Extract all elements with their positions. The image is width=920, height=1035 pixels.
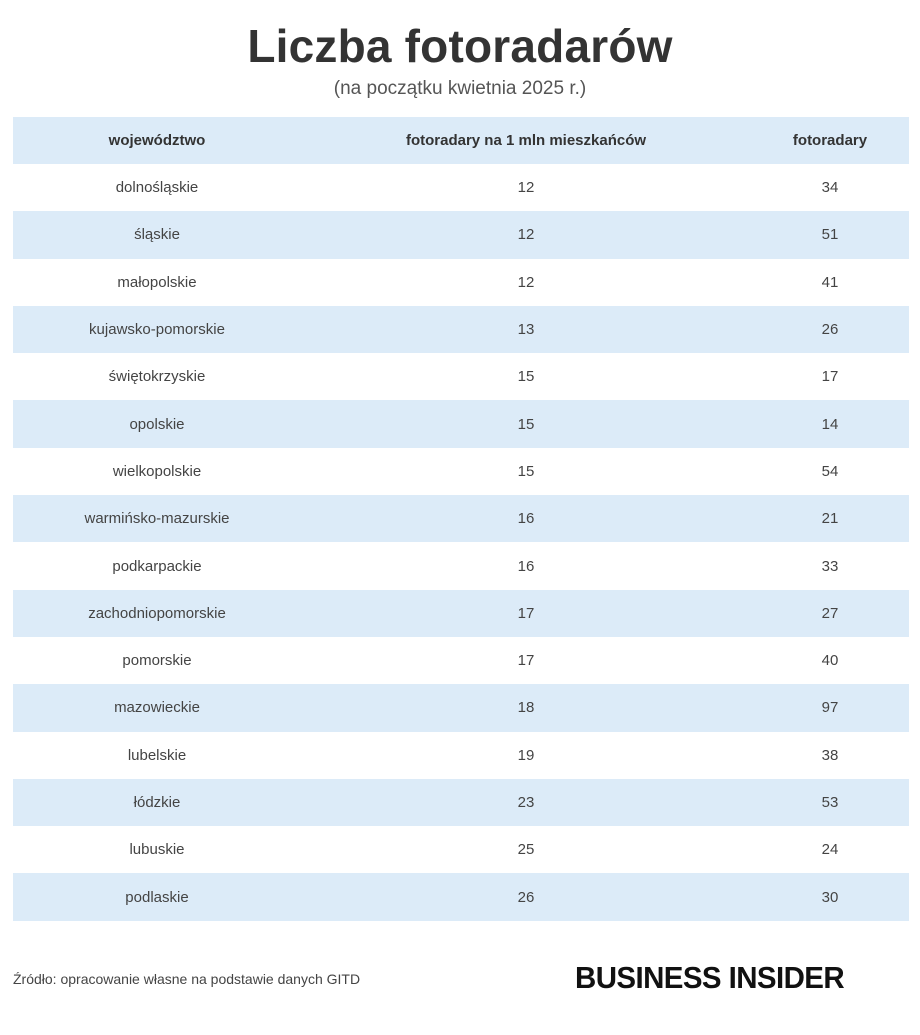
region-cell: lubuskie: [129, 841, 185, 859]
per-million-cell: 25: [517, 841, 535, 859]
table-row: [13, 495, 909, 542]
count-cell: 24: [821, 841, 839, 859]
region-cell: zachodniopomorskie: [88, 604, 226, 622]
column-header-count: fotoradary: [792, 132, 868, 149]
per-million-cell: 12: [517, 226, 535, 244]
region-cell: łódzkie: [133, 794, 181, 811]
per-million-cell: 18: [517, 699, 535, 717]
table-row: [13, 448, 909, 495]
region-cell: lubelskie: [127, 746, 187, 764]
count-cell: 97: [821, 699, 839, 717]
table-header-row: [13, 117, 909, 164]
count-cell: 30: [821, 888, 839, 906]
per-million-cell: 17: [517, 604, 535, 622]
per-million-cell: 13: [517, 321, 535, 339]
count-cell: 26: [821, 321, 839, 339]
count-cell: 21: [821, 510, 839, 528]
chart-subtitle: (na początku kwietnia 2025 r.): [333, 78, 587, 99]
per-million-cell: 15: [517, 368, 535, 386]
count-cell: 38: [821, 746, 839, 764]
table-row: [13, 873, 909, 920]
data-table: [13, 117, 909, 921]
business-insider-logo: BUSINESS INSIDER: [575, 960, 845, 995]
column-header-per-million: fotoradary na 1 mln mieszkańców: [405, 132, 647, 149]
per-million-cell: 15: [517, 462, 535, 480]
table-row: [13, 211, 909, 258]
chart-title: Liczba fotoradarów: [247, 20, 673, 72]
table-row: [13, 637, 909, 684]
table-row: [13, 684, 909, 731]
count-cell: 54: [821, 462, 839, 480]
count-cell: 33: [821, 557, 839, 575]
table-row: [13, 353, 909, 400]
count-cell: 53: [821, 794, 839, 811]
per-million-cell: 23: [517, 794, 535, 811]
table-row: [13, 259, 909, 306]
per-million-cell: 15: [517, 415, 535, 433]
region-cell: kujawsko-pomorskie: [89, 321, 225, 339]
column-header-region: województwo: [108, 132, 206, 149]
region-cell: warmińsko-mazurskie: [84, 510, 230, 528]
region-cell: podlaskie: [125, 888, 189, 906]
count-cell: 40: [821, 652, 839, 670]
region-cell: małopolskie: [117, 273, 197, 291]
count-cell: 34: [821, 179, 839, 197]
region-cell: dolnośląskie: [115, 179, 199, 197]
table-row: [13, 590, 909, 637]
count-cell: 41: [821, 273, 839, 291]
per-million-cell: 17: [517, 652, 535, 670]
table-row: [13, 779, 909, 826]
per-million-cell: 12: [517, 273, 535, 291]
table-row: [13, 542, 909, 589]
table-row: [13, 400, 909, 447]
per-million-cell: 16: [517, 510, 535, 528]
count-cell: 14: [821, 415, 839, 433]
region-cell: pomorskie: [122, 652, 192, 670]
count-cell: 27: [821, 604, 839, 622]
region-cell: świętokrzyskie: [108, 368, 206, 386]
per-million-cell: 26: [517, 888, 535, 906]
per-million-cell: 16: [517, 557, 535, 575]
region-cell: podkarpackie: [112, 557, 202, 575]
table-row: [13, 164, 909, 211]
per-million-cell: 12: [517, 179, 535, 197]
table-row: [13, 732, 909, 779]
region-cell: śląskie: [134, 226, 180, 244]
region-cell: wielkopolskie: [112, 462, 202, 480]
region-cell: mazowieckie: [114, 699, 200, 717]
per-million-cell: 19: [517, 746, 535, 764]
table-row: [13, 306, 909, 353]
table-row: [13, 826, 909, 873]
source-note: Źródło: opracowanie własne na podstawie danych GITD: [13, 971, 361, 987]
region-cell: opolskie: [129, 415, 185, 433]
table-body: [13, 164, 909, 921]
count-cell: 17: [821, 368, 839, 386]
count-cell: 51: [821, 226, 839, 244]
